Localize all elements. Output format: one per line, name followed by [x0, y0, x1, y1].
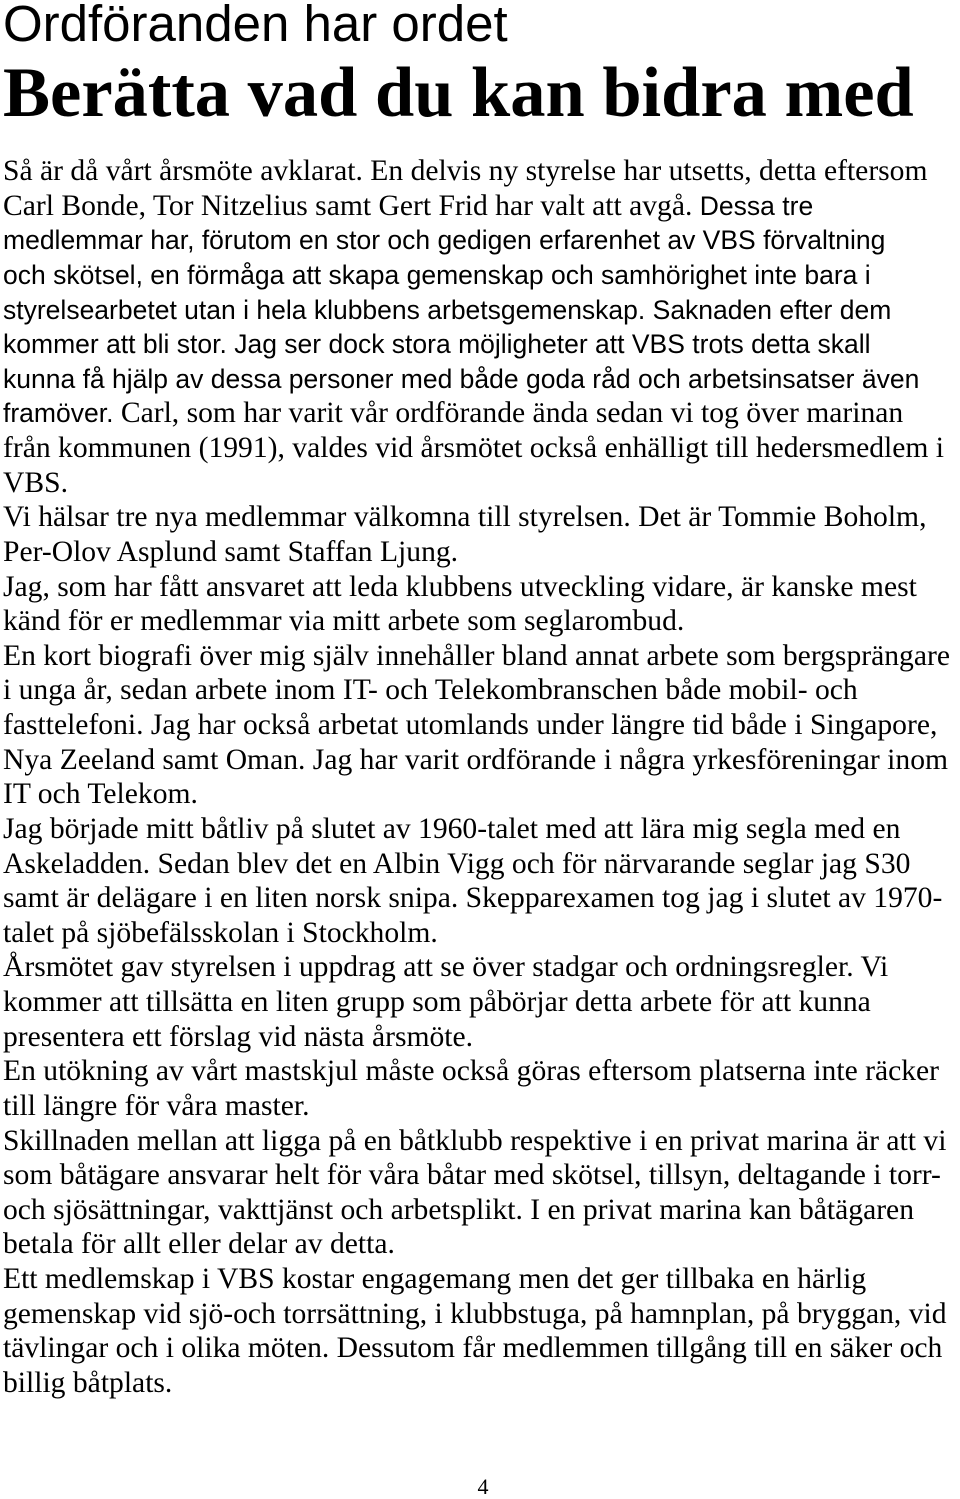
- body-line: Vi hälsar tre nya medlemmar välkomna till styrelsen. Det är Tommie Boholm,: [3, 501, 927, 534]
- headline: Berätta vad du kan bidra med: [3, 54, 914, 132]
- paragraph: [3, 1262, 958, 1401]
- body-line: Årsmötet gav styrelsen i uppdrag att se över stadgar och ordningsregler. Vi: [3, 951, 889, 984]
- body-line: VBS.: [3, 466, 68, 499]
- body-line: Askeladden. Sedan blev det en Albin Vigg och för närvarande seglar jag S30: [3, 847, 911, 880]
- body-line-segment: framöver.: [3, 398, 114, 429]
- body-line: Per-Olov Asplund samt Staffan Ljung.: [3, 535, 459, 568]
- body-line: [3, 396, 958, 431]
- paragraph: [3, 570, 958, 639]
- body-line: Så är då vårt årsmöte avklarat. En delvis ny styrelse har utsetts, detta eftersom: [3, 155, 928, 187]
- body-line: En utökning av vårt mastskjul måste också göras eftersom platserna inte räcker: [3, 1055, 940, 1088]
- body-line: IT och Telekom.: [3, 778, 198, 811]
- body-line: Ett medlemskap i VBS kostar engagemang men det ger tillbaka en härlig: [3, 1263, 867, 1295]
- article-body: [3, 154, 958, 1401]
- body-line: En kort biografi över mig själv innehåller bland annat arbete som bergsprängare: [3, 639, 950, 672]
- body-line: presentera ett förslag vid nästa årsmöte.: [3, 1020, 474, 1053]
- body-line: kommer att bli stor. Jag ser dock stora möjligheter att VBS trots detta skall: [3, 329, 871, 360]
- body-line: talet på sjöbefälsskolan i Stockholm.: [3, 916, 438, 949]
- body-line: Jag, som har fått ansvaret att leda klubbens utveckling vidare, är kanske mest: [3, 570, 917, 603]
- section-title: Ordföranden har ordet: [3, 0, 508, 52]
- body-line: kommer att tillsätta en liten grupp som påbörjar detta arbete för att kunna: [3, 986, 871, 1018]
- paragraph: [3, 154, 958, 500]
- paragraph: [3, 639, 958, 812]
- body-line: Jag började mitt båtliv på slutet av 1960-talet med att lära mig segla med en: [3, 812, 901, 845]
- body-line: betala för allt eller delar av detta.: [3, 1228, 395, 1261]
- body-line: Skillnaden mellan att ligga på en båtklubb respektive i en privat marina är att vi: [3, 1124, 947, 1157]
- body-line: billig båtplats.: [3, 1366, 173, 1399]
- body-line: som båtägare ansvarar helt för våra båtar med skötsel, tillsyn, deltagande i torr-: [3, 1159, 941, 1192]
- body-line: och sjösättningar, vakttjänst och arbetsplikt. I en privat marina kan båtägaren: [3, 1193, 914, 1226]
- body-line: fasttelefoni. Jag har också arbetat utomlands under längre tid både i Singapore,: [3, 709, 938, 741]
- body-line: känd för er medlemmar via mitt arbete som seglarombud.: [3, 605, 685, 638]
- body-line: medlemmar har, förutom en stor och gedigen erfarenhet av VBS förvaltning: [3, 225, 886, 256]
- body-line: kunna få hjälp av dessa personer med både goda råd och arbetsinsatser även: [3, 363, 920, 394]
- paragraph: [3, 812, 958, 951]
- paragraph: [3, 500, 958, 569]
- body-line: [3, 189, 958, 224]
- body-line: samt är delägare i en liten norsk snipa. Skepparexamen tog jag i slutet av 1970-: [3, 882, 943, 915]
- body-line: styrelsearbetet utan i hela klubbens arbetsgemenskap. Saknaden efter dem: [3, 294, 892, 325]
- body-line: till längre för våra master.: [3, 1089, 310, 1122]
- page-number: 4: [477, 1474, 489, 1499]
- body-line: i unga år, sedan arbete inom IT- och Telekombranschen både mobil- och: [3, 674, 858, 707]
- body-line-segment: Dessa tre: [699, 190, 814, 221]
- body-line: och skötsel, en förmåga att skapa gemenskap och samhörighet inte bara i: [3, 259, 871, 290]
- paragraph: [3, 950, 958, 1054]
- paragraph: [3, 1124, 958, 1263]
- paragraph: [3, 1054, 958, 1123]
- body-line-segment: Carl Bonde, Tor Nitzelius samt Gert Frid har valt att avgå.: [3, 189, 693, 222]
- body-line: tävlingar och i olika möten. Dessutom får medlemmen tillgång till en säker och: [3, 1332, 943, 1365]
- body-line: Nya Zeeland samt Oman. Jag har varit ordförande i några yrkesföreningar inom: [3, 743, 949, 776]
- body-line-segment: Carl, som har varit vår ordförande ända sedan vi tog över marinan: [120, 397, 904, 430]
- body-line: från kommunen (1991), valdes vid årsmötet också enhälligt till hedersmedlem i: [3, 432, 945, 464]
- body-line: gemenskap vid sjö-och torrsättning, i klubbstuga, på hamnplan, på bryggan, vid: [3, 1297, 947, 1330]
